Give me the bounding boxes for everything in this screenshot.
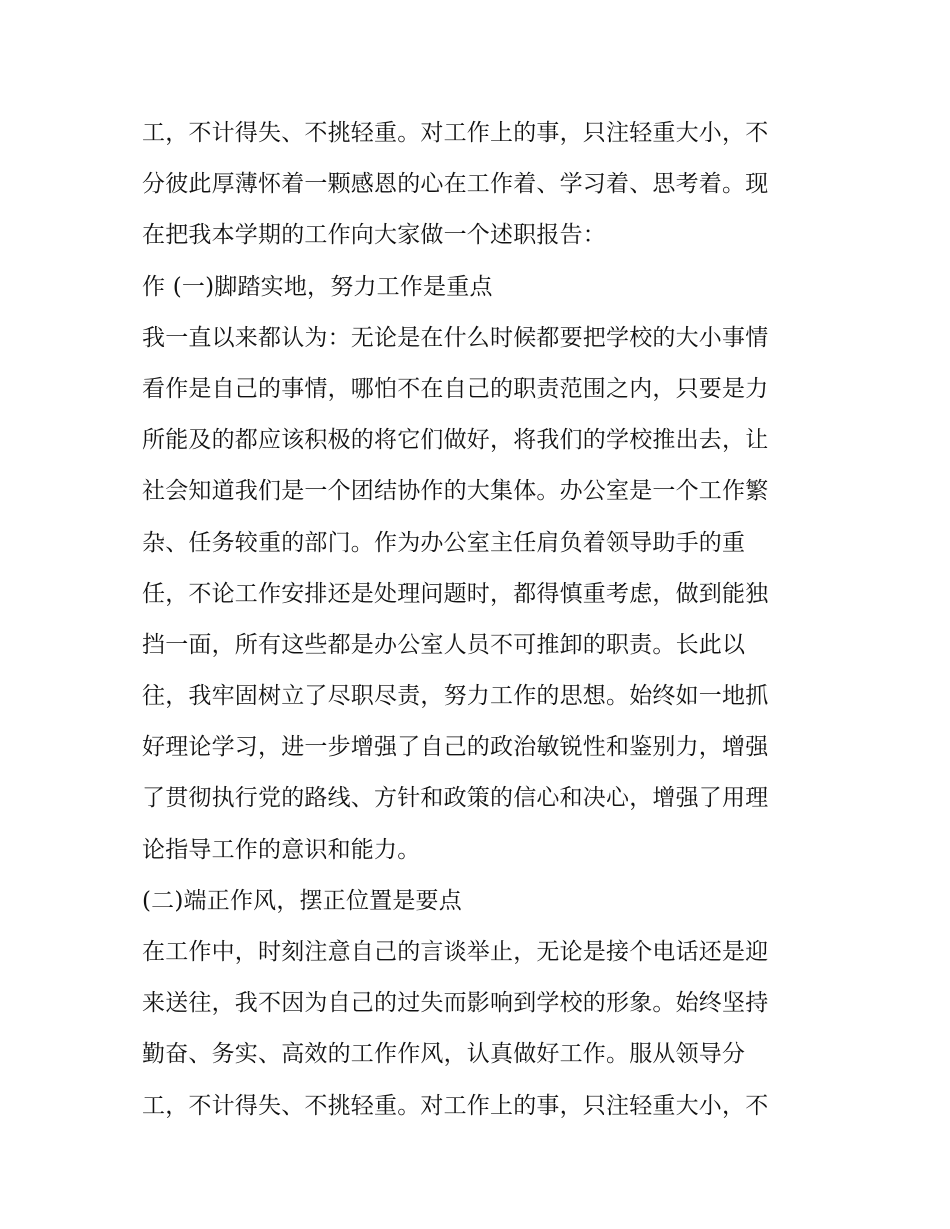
section-heading-1: 作 (一)脚踏实地，努力工作是重点 xyxy=(142,273,493,300)
text-line: 所能及的都应该积极的将它们做好，将我们的学校推出去，让 xyxy=(142,427,769,454)
text-line: 工，不计得失、不挑轻重。对工作上的事，只注轻重大小，不 xyxy=(142,1092,769,1119)
text-line: 分彼此厚薄怀着一颗感恩的心在工作着、学习着、思考着。现 xyxy=(142,171,769,198)
text-line: 来送往，我不因为自己的过失而影响到学校的形象。始终坚持 xyxy=(142,990,769,1017)
text-line: 了贯彻执行党的路线、方针和政策的信心和决心，增强了用理 xyxy=(142,785,769,812)
text-line: 论指导工作的意识和能力。 xyxy=(142,836,421,863)
text-line: 好理论学习，进一步增强了自己的政治敏锐性和鉴别力，增强 xyxy=(142,734,769,761)
text-line: 工，不计得失、不挑轻重。对工作上的事，只注轻重大小，不 xyxy=(142,120,769,146)
document-body xyxy=(142,108,822,1132)
text-line: 往，我牢固树立了尽职尽责，努力工作的思想。始终如一地抓 xyxy=(142,683,769,710)
text-line: 在把我本学期的工作向大家做一个述职报告： xyxy=(142,222,606,249)
text-line: 任，不论工作安排还是处理问题时，都得慎重考虑，做到能独 xyxy=(142,580,769,607)
text-line: 社会知道我们是一个团结协作的大集体。办公室是一个工作繁 xyxy=(142,478,769,505)
text-line: 杂、任务较重的部门。作为办公室主任肩负着领导助手的重 xyxy=(142,529,746,556)
text-line: 挡一面，所有这些都是办公室人员不可推卸的职责。长此以 xyxy=(142,631,746,658)
section-heading-2: (二)端正作风，摆正位置是要点 xyxy=(142,887,462,914)
text-line: 看作是自己的事情，哪怕不在自己的职责范围之内，只要是力 xyxy=(142,375,769,402)
text-line: 我一直以来都认为：无论是在什么时候都要把学校的大小事情 xyxy=(142,324,769,351)
text-line: 勤奋、务实、高效的工作作风，认真做好工作。服从领导分 xyxy=(142,1041,746,1068)
text-line: 在工作中，时刻注意自己的言谈举止，无论是接个电话还是迎 xyxy=(142,939,769,965)
